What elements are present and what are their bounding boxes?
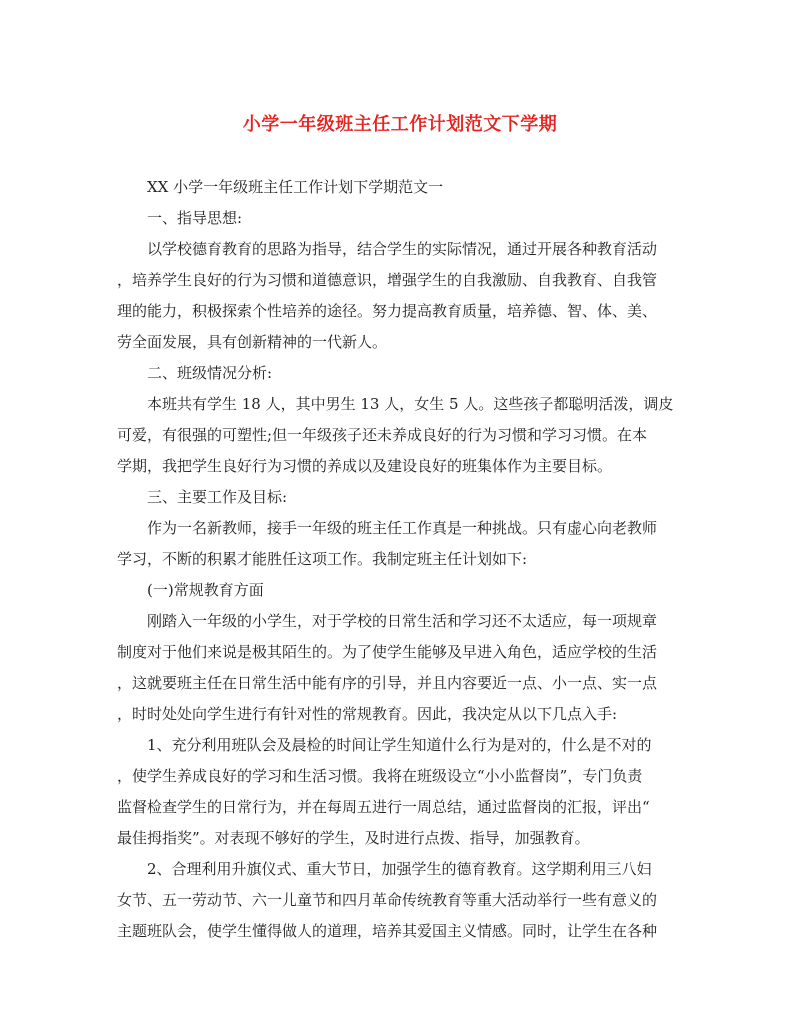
paragraph-line: 女节、五一劳动节、六一儿童节和四月革命传统教育等重大活动举行一些有意义的 bbox=[117, 891, 658, 909]
paragraph-line: 可爱，有很强的可塑性;但一年级孩子还未养成良好的行为习惯和学习习惯。在本 bbox=[117, 426, 648, 444]
section-heading-class-analysis: 二、班级情况分析: bbox=[147, 364, 273, 382]
paragraph-line: ，使学生养成良好的学习和生活习惯。我将在班级设立“小小监督岗”，专门负责 bbox=[117, 767, 643, 785]
paragraph-line: ，培养学生良好的行为习惯和道德意识，增强学生的自我激励、自我教育、自我管 bbox=[117, 271, 658, 289]
paragraph-line: 学习，不断的积累才能胜任这项工作。我制定班主任计划如下: bbox=[117, 550, 528, 568]
subsection-heading-routine-education: (一)常规教育方面 bbox=[147, 581, 264, 599]
paragraph-line: 制度对于他们来说是极其陌生的。为了使学生能够及早进入角色，适应学校的生活 bbox=[117, 643, 658, 661]
paragraph-line: 以学校德育教育的思路为指导，结合学生的实际情况，通过开展各种教育活动 bbox=[147, 240, 658, 258]
paragraph-line: ，时时处处向学生进行有针对性的常规教育。因此，我决定从以下几点入手: bbox=[117, 705, 618, 723]
section-heading-main-work: 三、主要工作及目标: bbox=[147, 488, 288, 506]
paragraph-line: 监督检查学生的日常行为，并在每周五进行一周总结，通过监督岗的汇报，评出“ bbox=[117, 798, 650, 816]
document-title: 小学一年级班主任工作计划范文下学期 bbox=[242, 114, 558, 135]
paragraph-line: 最佳拇指奖”。对表现不够好的学生，及时进行点拨、指导，加强教育。 bbox=[117, 829, 590, 847]
paragraph-line: 主题班队会，使学生懂得做人的道理，培养其爱国主义情感。同时，让学生在各种 bbox=[117, 922, 658, 940]
paragraph-line: 劳全面发展，具有创新精神的一代新人。 bbox=[117, 333, 388, 351]
section-heading-guiding-thought: 一、指导思想: bbox=[147, 209, 243, 227]
subtitle-line: XX 小学一年级班主任工作计划下学期范文一 bbox=[147, 178, 444, 196]
paragraph-line: 刚踏入一年级的小学生，对于学校的日常生活和学习还不太适应，每一项规章 bbox=[147, 612, 658, 630]
document-body bbox=[117, 172, 687, 947]
paragraph-line: 作为一名新教师，接手一年级的班主任工作真是一种挑战。只有虚心向老教师 bbox=[147, 519, 658, 537]
paragraph-line: 理的能力，积极探索个性培养的途径。努力提高教育质量，培养德、智、体、美、 bbox=[117, 302, 658, 320]
paragraph-line: ，这就要班主任在日常生活中能有序的引导，并且内容要近一点、小一点、实一点 bbox=[117, 674, 658, 692]
paragraph-line: 2、合理利用升旗仪式、重大节日，加强学生的德育教育。这学期利用三八妇 bbox=[147, 860, 652, 878]
paragraph-line: 1、充分利用班队会及晨检的时间让学生知道什么行为是对的，什么是不对的 bbox=[147, 736, 652, 754]
paragraph-line: 本班共有学生 18 人，其中男生 13 人，女生 5 人。这些孩子都聪明活泼，调皮 bbox=[147, 395, 674, 413]
paragraph-line: 学期，我把学生良好行为习惯的养成以及建设良好的班集体作为主要目标。 bbox=[117, 457, 613, 475]
